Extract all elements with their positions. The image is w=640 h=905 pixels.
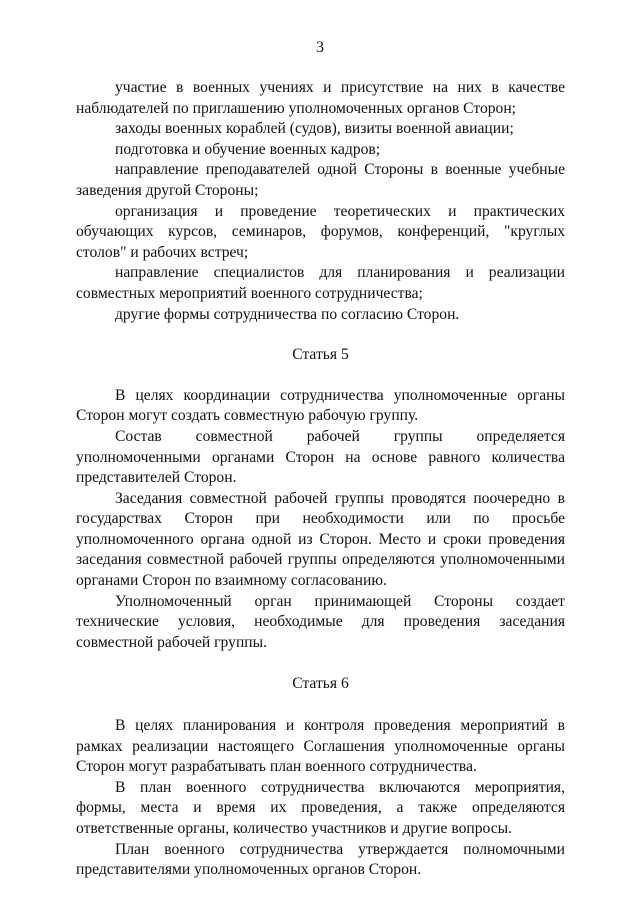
article-paragraph: Уполномоченный орган принимающей Стороны создает технические условия, необходимые для проведения заседания совместной рабочей группы.: [76, 592, 565, 651]
list-item: заходы военных кораблей (судов), визиты военной авиации;: [115, 120, 514, 138]
article-5-heading: Статья 5: [292, 346, 349, 364]
document-body: [76, 78, 565, 881]
article-6-heading: Статья 6: [292, 675, 349, 693]
article-paragraph: Заседания совместной рабочей группы проводятся поочередно в государствах Сторон при необходимости или по просьбе уполномоченного органа одной из Сторон. Место и сроки проведения заседания совместной рабочей группы определяются уполномоченными органами Сторон по взаимному согласованию.: [76, 489, 565, 590]
article-paragraph: План военного сотрудничества утверждается полномочными представителями уполномоченных органов Сторон.: [76, 840, 565, 879]
list-item: организация и проведение теоретических и практических обучающих курсов, семинаров, форумов, конференций, "круглых столов" и рабочих встреч;: [76, 202, 565, 261]
list-item: направление специалистов для планирования и реализации совместных мероприятий военного сотрудничества;: [76, 264, 565, 302]
article-paragraph: Состав совместной рабочей группы определяется уполномоченными органами Сторон на основе равного количества представителей Сторон.: [76, 427, 565, 487]
list-item: направление преподавателей одной Стороны в военные учебные заведения другой Стороны;: [76, 161, 565, 199]
page-number: 3: [316, 39, 324, 56]
list-item: участие в военных учениях и присутствие на них в качестве наблюдателей по приглашению уполномоченных органов Сторон;: [76, 79, 565, 117]
cooperation-forms-list: [76, 78, 565, 325]
article-paragraph: В целях планирования и контроля проведения мероприятий в рамках реализации настоящего Соглашения уполномоченные органы Сторон могут разрабатывать план военного сотрудничества.: [76, 717, 565, 776]
article-paragraph: В целях координации сотрудничества уполномоченные органы Сторон могут создать совместную рабочую группу.: [76, 386, 565, 425]
article-5-body: [76, 386, 565, 654]
list-item: другие формы сотрудничества по согласию Сторон.: [115, 305, 460, 323]
list-item: подготовка и обучение военных кадров;: [115, 140, 381, 158]
article-6-body: [76, 716, 565, 881]
article-paragraph: В план военного сотрудничества включаются мероприятия, формы, места и время их проведения, а также определяются ответственные органы, количество участников и другие вопросы.: [76, 778, 565, 837]
